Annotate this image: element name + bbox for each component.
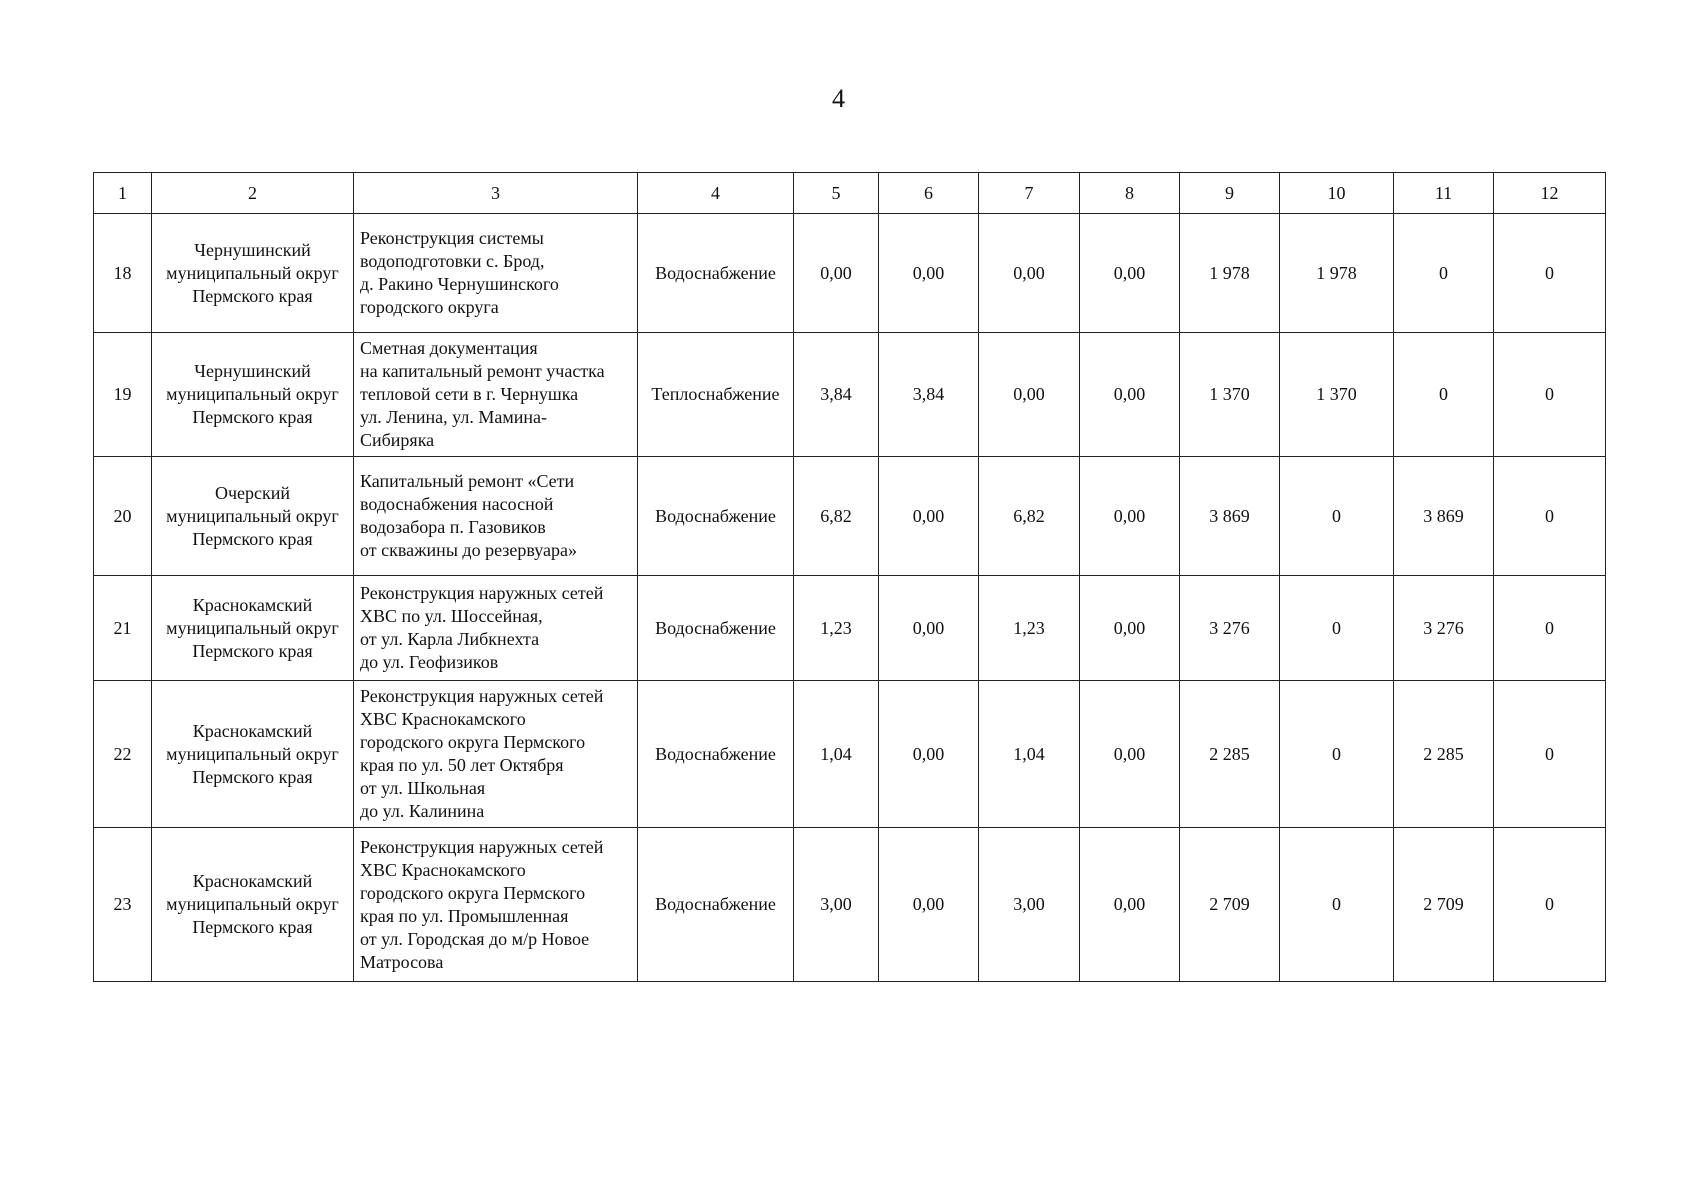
- column-header: 4: [638, 173, 794, 214]
- value-cell: 0: [1280, 828, 1394, 982]
- table-header-row: [94, 173, 1606, 214]
- value-cell: 1 978: [1280, 214, 1394, 333]
- description-cell: Капитальный ремонт «Сети водоснабжения насосной водозабора п. Газовиков от скважины до резервуара»: [354, 457, 638, 576]
- row-number: 23: [94, 828, 152, 982]
- value-cell: 0,00: [1080, 457, 1180, 576]
- column-header: 6: [879, 173, 979, 214]
- value-cell: 0,00: [879, 576, 979, 681]
- district-cell: Чернушинский муниципальный округ Пермского края: [152, 333, 354, 457]
- column-header: 2: [152, 173, 354, 214]
- value-cell: 6,82: [979, 457, 1080, 576]
- value-cell: 0: [1394, 333, 1494, 457]
- column-header: 11: [1394, 173, 1494, 214]
- value-cell: 1,04: [794, 681, 879, 828]
- value-cell: 0: [1494, 828, 1606, 982]
- column-header: 8: [1080, 173, 1180, 214]
- value-cell: 0: [1394, 214, 1494, 333]
- value-cell: 0,00: [1080, 681, 1180, 828]
- table-row: [94, 333, 1606, 457]
- column-header: 9: [1180, 173, 1280, 214]
- column-header: 10: [1280, 173, 1394, 214]
- value-cell: 0: [1494, 457, 1606, 576]
- value-cell: 3 869: [1394, 457, 1494, 576]
- table-row: [94, 828, 1606, 982]
- value-cell: 3 276: [1180, 576, 1280, 681]
- description-cell: Реконструкция наружных сетей ХВС по ул. Шоссейная, от ул. Карла Либкнехта до ул. Геофизиков: [354, 576, 638, 681]
- value-cell: 1 370: [1280, 333, 1394, 457]
- type-cell: Водоснабжение: [638, 681, 794, 828]
- value-cell: 0: [1280, 681, 1394, 828]
- row-number: 18: [94, 214, 152, 333]
- district-cell: Очерский муниципальный округ Пермского края: [152, 457, 354, 576]
- type-cell: Водоснабжение: [638, 576, 794, 681]
- row-number: 20: [94, 457, 152, 576]
- table-row: [94, 214, 1606, 333]
- value-cell: 2 285: [1180, 681, 1280, 828]
- value-cell: 6,82: [794, 457, 879, 576]
- district-cell: Чернушинский муниципальный округ Пермского края: [152, 214, 354, 333]
- value-cell: 0,00: [879, 828, 979, 982]
- page-number: 4: [832, 84, 845, 113]
- value-cell: 0: [1280, 576, 1394, 681]
- value-cell: 1 978: [1180, 214, 1280, 333]
- value-cell: 0,00: [879, 214, 979, 333]
- row-number: 19: [94, 333, 152, 457]
- description-cell: Реконструкция наружных сетей ХВС Краснокамского городского округа Пермского края по ул. Промышленная от ул. Городская до м/р Новое Матросова: [354, 828, 638, 982]
- value-cell: 0,00: [1080, 214, 1180, 333]
- value-cell: 0,00: [1080, 576, 1180, 681]
- table-row: [94, 457, 1606, 576]
- type-cell: Теплоснабжение: [638, 333, 794, 457]
- value-cell: 0: [1494, 214, 1606, 333]
- value-cell: 0: [1494, 681, 1606, 828]
- value-cell: 1,23: [979, 576, 1080, 681]
- value-cell: 3 869: [1180, 457, 1280, 576]
- row-number: 22: [94, 681, 152, 828]
- description-cell: Реконструкция наружных сетей ХВС Краснокамского городского округа Пермского края по ул. 50 лет Октября от ул. Школьная до ул. Калинина: [354, 681, 638, 828]
- value-cell: 3,00: [794, 828, 879, 982]
- table-row: [94, 576, 1606, 681]
- district-cell: Краснокамский муниципальный округ Пермского края: [152, 828, 354, 982]
- value-cell: 3,84: [879, 333, 979, 457]
- district-cell: Краснокамский муниципальный округ Пермского края: [152, 576, 354, 681]
- row-number: 21: [94, 576, 152, 681]
- value-cell: 2 709: [1394, 828, 1494, 982]
- value-cell: 3,00: [979, 828, 1080, 982]
- value-cell: 1,23: [794, 576, 879, 681]
- value-cell: 0,00: [979, 333, 1080, 457]
- column-header: 3: [354, 173, 638, 214]
- description-cell: Реконструкция системы водоподготовки с. Брод, д. Ракино Чернушинского городского округа: [354, 214, 638, 333]
- value-cell: 0: [1494, 576, 1606, 681]
- value-cell: 0,00: [879, 681, 979, 828]
- value-cell: 3 276: [1394, 576, 1494, 681]
- value-cell: 0,00: [1080, 333, 1180, 457]
- data-table: [93, 172, 1606, 982]
- value-cell: 0: [1494, 333, 1606, 457]
- column-header: 1: [94, 173, 152, 214]
- value-cell: 0: [1280, 457, 1394, 576]
- type-cell: Водоснабжение: [638, 828, 794, 982]
- table-row: [94, 681, 1606, 828]
- value-cell: 0,00: [979, 214, 1080, 333]
- column-header: 12: [1494, 173, 1606, 214]
- district-cell: Краснокамский муниципальный округ Пермского края: [152, 681, 354, 828]
- value-cell: 2 709: [1180, 828, 1280, 982]
- column-header: 7: [979, 173, 1080, 214]
- value-cell: 3,84: [794, 333, 879, 457]
- value-cell: 1 370: [1180, 333, 1280, 457]
- type-cell: Водоснабжение: [638, 457, 794, 576]
- value-cell: 0,00: [794, 214, 879, 333]
- type-cell: Водоснабжение: [638, 214, 794, 333]
- value-cell: 2 285: [1394, 681, 1494, 828]
- value-cell: 0,00: [879, 457, 979, 576]
- description-cell: Сметная документация на капитальный ремонт участка тепловой сети в г. Чернушка ул. Ленина, ул. Мамина- Сибиряка: [354, 333, 638, 457]
- column-header: 5: [794, 173, 879, 214]
- value-cell: 0,00: [1080, 828, 1180, 982]
- value-cell: 1,04: [979, 681, 1080, 828]
